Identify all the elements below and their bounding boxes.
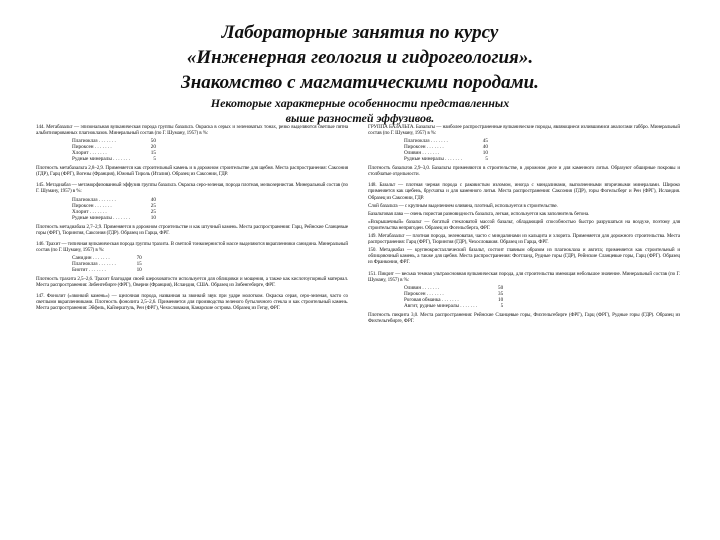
composition-table-144 — [72, 138, 348, 162]
composition-table-145 — [72, 197, 348, 221]
subtitle-line-1: Некоторые характерные особенности представленных — [210, 96, 510, 110]
mineral-percent: 20 — [150, 144, 156, 151]
mineral-name: Пироксен . . . . . . . — [72, 202, 112, 209]
mineral-name: Плагиоклаз . . . . . . . — [404, 138, 448, 145]
composition-row — [404, 156, 492, 162]
mineral-name: Оливин . . . . . . . — [404, 284, 440, 291]
mineral-percent: 35 — [497, 290, 504, 297]
entry-148: 148. Базальт — плотная черная порода с раковистым изломом, иногда с миндалинами, выполненными вторичными минералами. Широко применяется как щебень, брусчатка и для каменного литья. Места распространения: Саксония (ГДР), горы Фогельсберг и Рен (ФРГ), Исландия. Образец из Саксонии, ГДР. — [368, 182, 680, 201]
mineral-percent: 70 — [136, 254, 142, 261]
mineral-percent: 10 — [482, 150, 488, 157]
composition-table-basalt — [404, 138, 680, 162]
page-subtitle — [150, 96, 570, 126]
entry-147: 147. Фонолит («звонкий камень») — щелочная порода, названная за звонкий звук при ударе молотком. Окраска серая, серо-зеленая, часто со светлыми вкрапленниками. Плотность фонолита 2,5–2,6. Применяется для производства зеленого бутылочного стекла и как строительный камень. Места распространения: Эйфель, Кайзерштуль, Рен (ФРГ), Чехословакия, Канарские острова. Образец из Гегау, ФРГ. — [36, 293, 348, 312]
mineral-name: Рудные минералы . . . . . . . — [404, 156, 462, 163]
mineral-name: Пироксен . . . . . . . — [404, 144, 444, 151]
entry-145: 145. Метадиабаз — метаморфизованный эффузив группы базальта. Окраска серо-зеленая, порода плотная, мелкозернистая. Минеральный состав (по Г. Шуману, 1957) в %: — [36, 182, 348, 195]
entry-146: 146. Трахит — типичная вулканическая порода группы трахита. В светлой тонкозернистой массе выделяются вкрапленники санидина. Минеральный состав (по Г. Шуману, 1957) в %: — [36, 240, 348, 253]
mineral-name: Роговая обманка . . . . . . . — [404, 296, 459, 303]
mineral-percent: 10 — [497, 296, 504, 303]
mineral-percent: 5 — [485, 156, 488, 163]
mineral-name: Авгит, рудные минералы . . . . . . . — [404, 302, 478, 309]
entry-151: 150. Метадиабаз — крупнокристаллический базальт, состоит главным образом из плагиоклаза и авгита; применяется как строительный и облицовочный камень, а также для щебня. Места распространения: Фогтланд, Рудные горы (ГДР), Рейнские Сланцевые горы, Гарц (ФРГ). Образец из Франконии, ФРГ. — [368, 247, 680, 266]
mineral-name: Плагиоклаз . . . . . . . — [72, 260, 116, 267]
entry-148-lava: Базальтовая лава — очень пористая разновидность базальта, легкая, используется как заполнитель бетона. — [368, 210, 590, 217]
entry-basalt-group: ГРУППА БАЗАЛЬТА. Базальты — наиболее распространенные вулканические породы, являющиеся излившимися аналогами габбро. Минеральный состав (по Г. Шуману, 1957) в %: — [368, 124, 680, 137]
composition-row — [72, 215, 160, 221]
mineral-name: Плагиоклаз . . . . . . . — [72, 138, 116, 145]
entry-148-slab: Слой базальта — с крупным выделением оливина, плотный, используется в строительстве. — [368, 202, 558, 209]
left-text-column — [36, 124, 348, 506]
subtitle-line-2: выше разностей эффузивов. — [285, 111, 435, 125]
mineral-name: Рудные минералы . . . . . . . — [72, 156, 130, 163]
entry-144: 144. Метабазальт — эпизональная вулканическая порода группы базальта. Окраска в серых и зеленоватых тонах, резко выделяются светлые пятна альбитизированных плагиоклазов. Минеральный состав (по Г. Шуману, 1957) в %: — [36, 124, 348, 137]
mineral-percent: 25 — [150, 208, 156, 215]
title-line-2: «Инженерная геология и гидрогеология». — [186, 47, 534, 68]
mineral-percent: 25 — [150, 202, 156, 209]
entry-152-notes: Плотность пикрита 3,0. Места распространения: Рейнские Сланцевые горы, Фихтельгебирге (ФРГ), Гарц (ФРГ), Рудные горы (ГДР). Образец из Фихтельгебирге, ФРГ. — [368, 311, 680, 324]
mineral-name: Пироксен . . . . . . . — [404, 290, 444, 297]
mineral-percent: 15 — [150, 150, 156, 157]
mineral-percent: 10 — [150, 214, 156, 221]
mineral-percent: 50 — [497, 284, 504, 291]
entry-basalt-group-notes: Плотность базальтов 2,9–3,0. Базальты применяются в строительстве, в дорожном деле и для каменного литья. Образуют обширные покровы и столбчатые отдельности. — [368, 165, 680, 178]
mineral-name: Санидин . . . . . . . — [72, 254, 110, 261]
composition-row — [72, 267, 146, 273]
entry-144-notes: Плотность метабазальта 2,8–2,9. Применяется как строительный камень и в дорожном строительстве для щебня. Места распространения: Саксония (ГДР), Гарц (ФРГ), Вогезы (Франция), Южный Тироль (Италия). Образец из Саксонии, ГДР. — [36, 165, 348, 178]
mineral-percent: 15 — [136, 260, 142, 267]
mineral-name: Пироксен . . . . . . . — [72, 144, 112, 151]
mineral-percent: 50 — [150, 138, 156, 145]
page-title — [0, 20, 720, 95]
mineral-percent: 40 — [482, 144, 488, 151]
mineral-percent: 5 — [500, 302, 504, 309]
mineral-percent: 5 — [153, 156, 156, 163]
composition-table-152 — [404, 285, 680, 309]
mineral-name: Рудные минералы . . . . . . . — [72, 214, 130, 221]
scanned-book-page — [36, 124, 680, 506]
mineral-name: Плагиоклаз . . . . . . . — [72, 196, 116, 203]
mineral-name: Биотит . . . . . . . — [72, 266, 106, 273]
mineral-name: Хлорит . . . . . . . — [72, 208, 107, 215]
entry-150: 149. Метабазальт — плотная порода, зеленоватая, часто с миндалинами из кальцита и хлорита. Применяется для дорожного строительства. Места распространения: Гарц (ФРГ), Тюрингия (ГДР), Чехословакия. Образец из Гарца, ФРГ. — [368, 233, 680, 246]
entry-146-notes: Плотность трахита 2,5–2,6. Трахит благодаря своей шероховатости используется для облицовки и мощения, а также как кислотоупорный материал. Места распространения: Зибенгебирге (ФРГ), Оверни (Франция), Исландия, США. Образец из Зибенгебирге, ФРГ. — [36, 275, 348, 289]
mineral-name: Хлорит . . . . . . . — [72, 150, 107, 157]
mineral-percent: 40 — [150, 196, 156, 203]
mineral-percent: 45 — [482, 138, 488, 145]
title-line-3: Знакомство с магматическими породами. — [181, 72, 539, 93]
composition-row — [404, 303, 507, 309]
mineral-name: Оливин . . . . . . . — [404, 150, 440, 157]
right-text-column — [368, 124, 680, 506]
title-line-1: Лабораторные занятия по курсу — [221, 22, 499, 43]
composition-table-146 — [72, 255, 348, 273]
composition-row — [72, 156, 160, 162]
entry-149: «Вскрышечный» базальт — богатый стекловатой массой базальт, обладающий способностью быстро разрушаться на воздухе, поэтому для строительства непригоден. Образец из Фогельсберга, ФРГ. — [368, 218, 680, 231]
entry-152: 151. Пикрит — весьма темная ультраосновная вулканическая порода, для строительства имеющая небольшое значение. Минеральный состав (по Г. Шуману, 1957) в %: — [368, 270, 680, 283]
mineral-percent: 10 — [136, 266, 142, 273]
entry-145-notes: Плотность метадиабаза 2,7–2,9. Применяется в дорожном строительстве и как штучный камень. Места распространения: Гарц, Рейнские Сланцевые горы (ФРГ), Тюрингия, Саксония (ГДР). Образец из Гарца, ФРГ. — [36, 223, 348, 236]
